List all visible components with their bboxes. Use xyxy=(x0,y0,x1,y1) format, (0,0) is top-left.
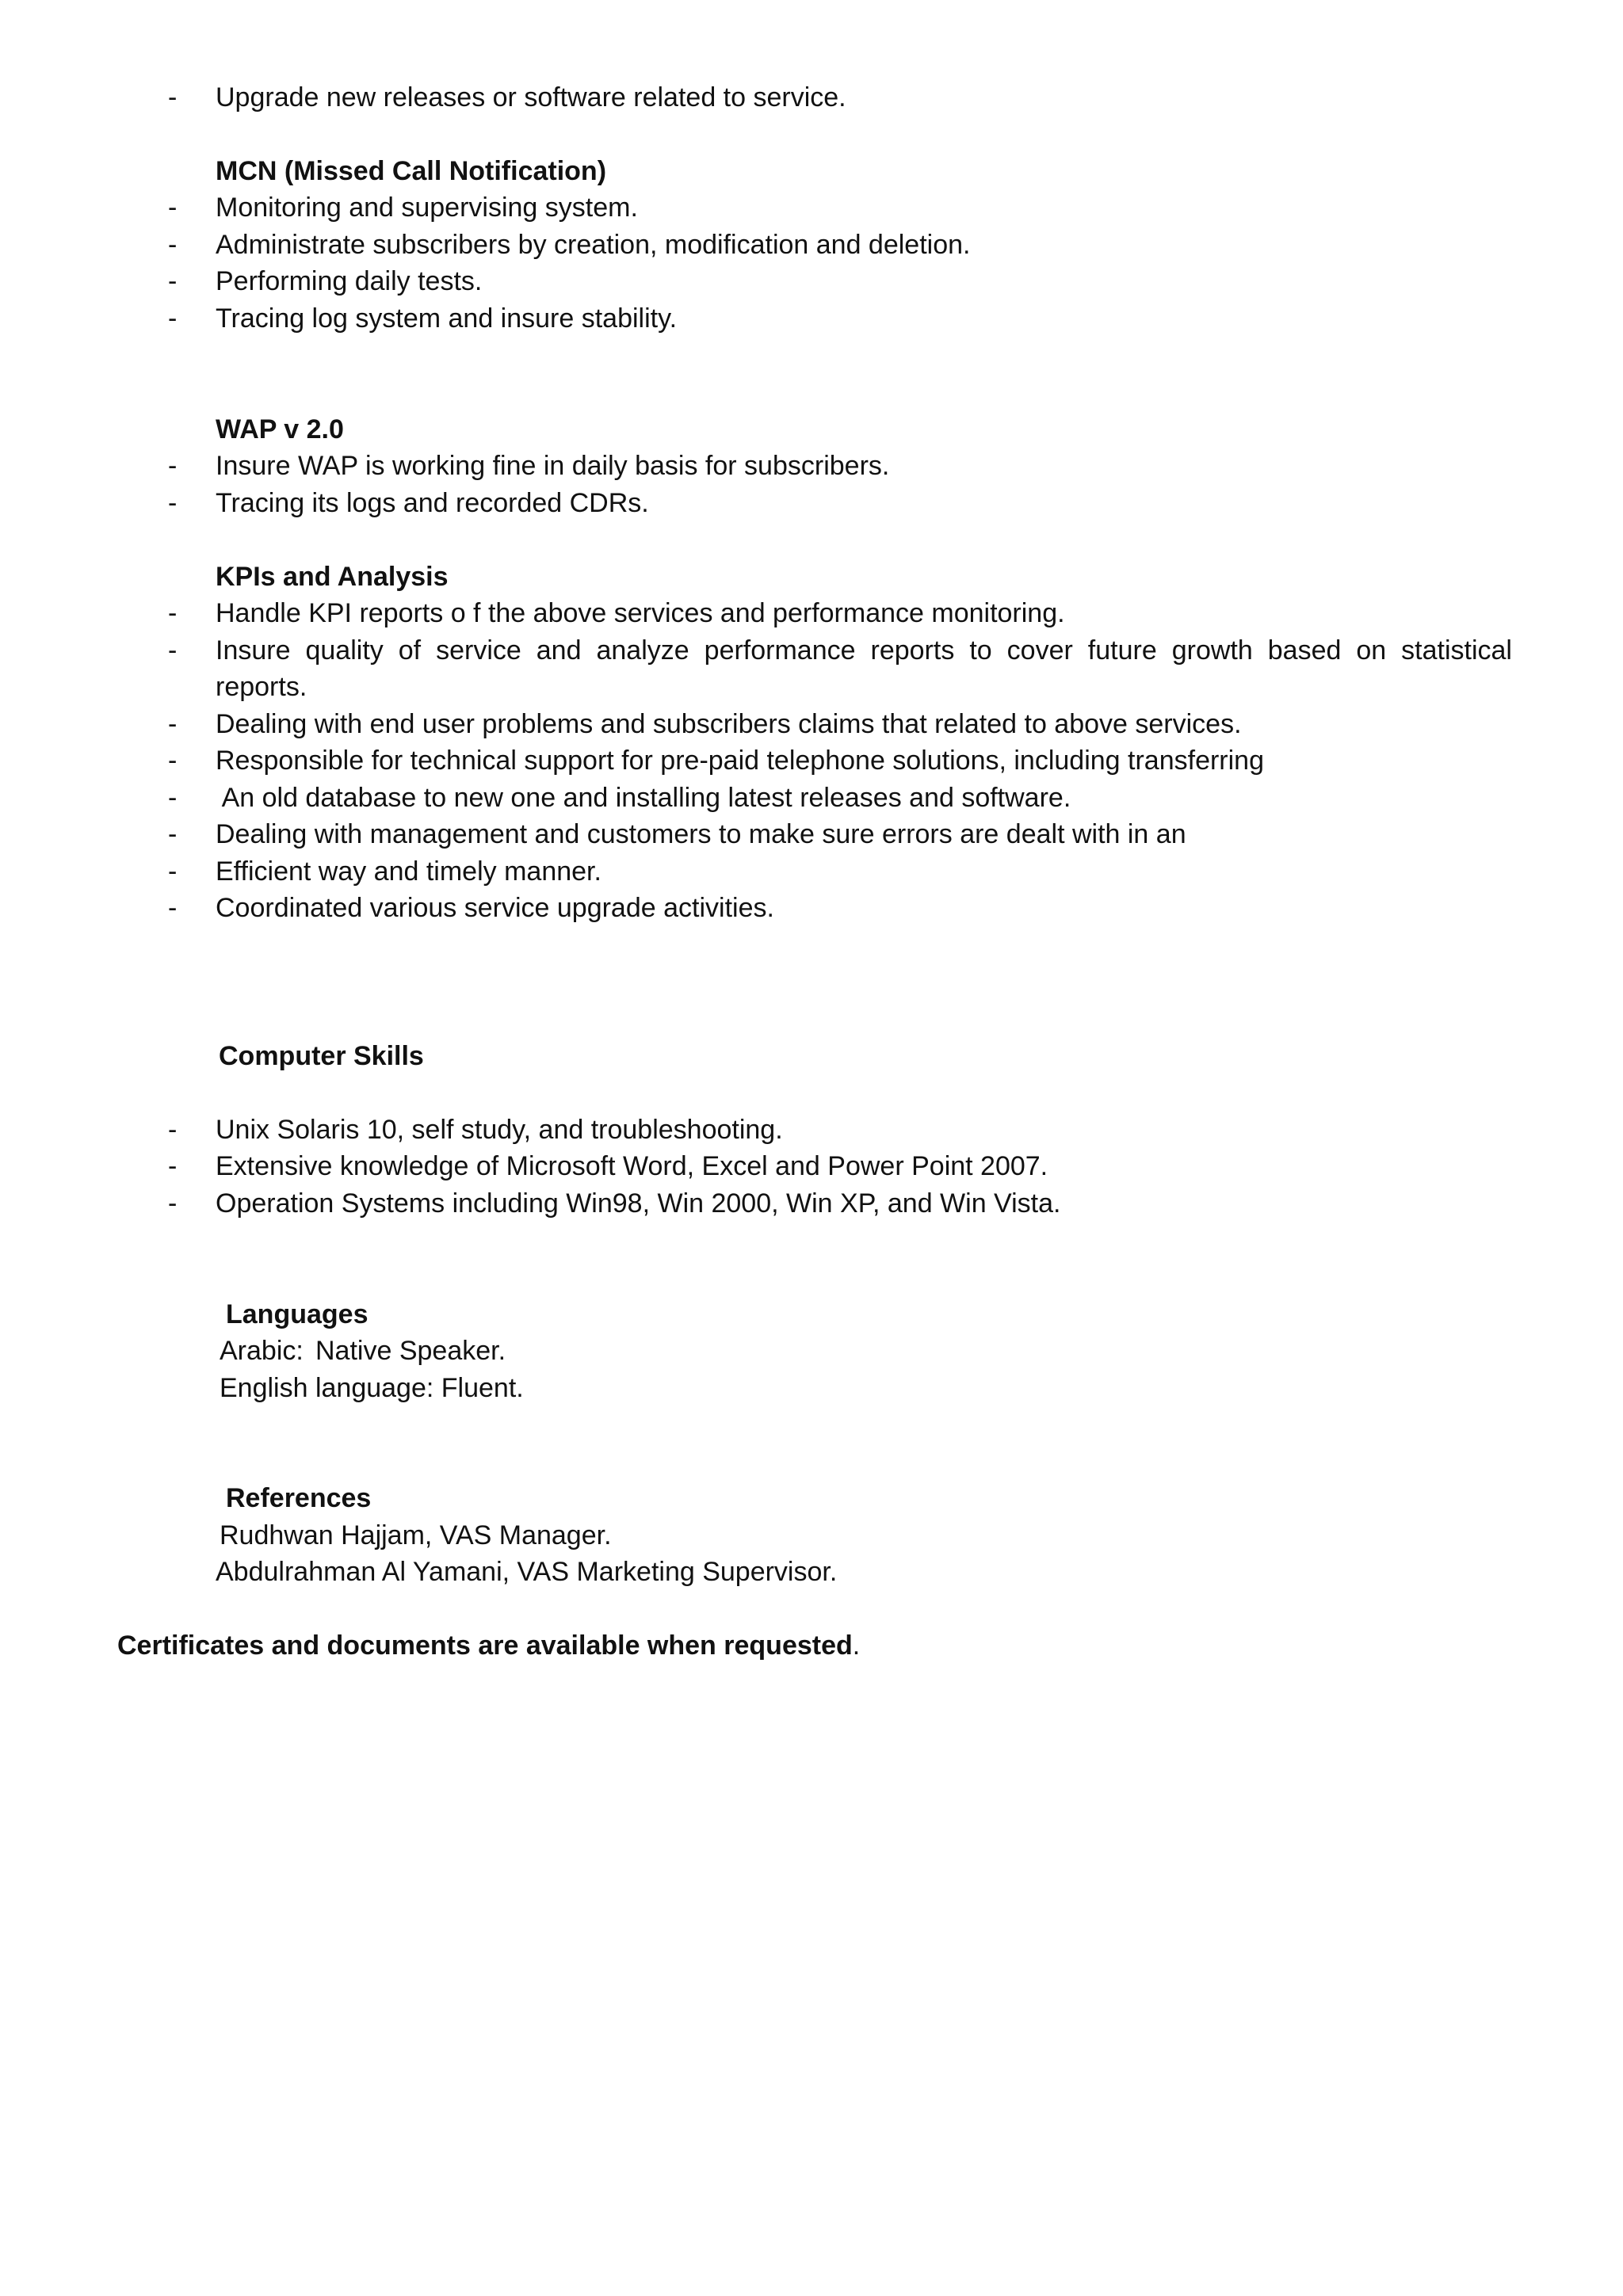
list-item: Tracing its logs and recorded CDRs. xyxy=(216,488,649,518)
bullet-dash: - xyxy=(168,709,178,739)
list-item: Coordinated various service upgrade activities. xyxy=(216,893,774,923)
list-item: Operation Systems including Win98, Win 2000, Win XP, and Win Vista. xyxy=(216,1188,1061,1219)
bullet-dash: - xyxy=(168,819,178,849)
section-heading-wap: WAP v 2.0 xyxy=(216,414,344,444)
list-item: Efficient way and timely manner. xyxy=(216,856,601,887)
bullet-dash: - xyxy=(168,783,178,813)
bullet-dash: - xyxy=(168,893,178,923)
certificates-note-period: . xyxy=(852,1630,861,1661)
section-heading-computer-skills: Computer Skills xyxy=(219,1041,424,1071)
bullet-dash: - xyxy=(168,303,178,334)
bullet-dash: - xyxy=(168,635,178,666)
list-item-justified: Insure quality of service and analyze performance reports to cover future growth based on statistical xyxy=(216,635,1512,666)
bullet-dash: - xyxy=(168,266,178,296)
bullet-dash: - xyxy=(168,193,178,223)
section-heading-mcn: MCN (Missed Call Notification) xyxy=(216,156,607,186)
bullet-dash: - xyxy=(168,451,178,481)
list-item: Responsible for technical support for pre-paid telephone solutions, including transferring xyxy=(216,746,1264,776)
list-item: An old database to new one and installing latest releases and software. xyxy=(216,783,1071,813)
bullet-dash: - xyxy=(168,82,178,113)
bullet-dash: - xyxy=(168,230,178,260)
bullet-dash: - xyxy=(168,488,178,518)
bullet-dash: - xyxy=(168,1115,178,1145)
bullet-dash: - xyxy=(168,598,178,628)
section-heading-kpi: KPIs and Analysis xyxy=(216,562,449,592)
list-item: Extensive knowledge of Microsoft Word, Excel and Power Point 2007. xyxy=(216,1151,1048,1181)
bullet-dash: - xyxy=(168,746,178,776)
bullet-dash: - xyxy=(168,1188,178,1219)
list-item: Dealing with end user problems and subscribers claims that related to above services. xyxy=(216,709,1242,739)
list-item: Tracing log system and insure stability. xyxy=(216,303,678,334)
list-item: Upgrade new releases or software related to service. xyxy=(216,82,846,113)
language-english: English language: Fluent. xyxy=(220,1373,524,1403)
language-arabic-label: Arabic: xyxy=(220,1336,304,1366)
bullet-dash: - xyxy=(168,856,178,887)
list-item: Insure WAP is working fine in daily basis for subscribers. xyxy=(216,451,890,481)
reference-item: Rudhwan Hajjam, VAS Manager. xyxy=(220,1520,612,1550)
list-item-continuation: reports. xyxy=(216,672,307,702)
section-heading-languages: Languages xyxy=(226,1299,369,1329)
reference-item: Abdulrahman Al Yamani, VAS Marketing Supervisor. xyxy=(216,1557,838,1587)
bullet-dash: - xyxy=(168,1151,178,1181)
list-item: Monitoring and supervising system. xyxy=(216,193,638,223)
list-item: Performing daily tests. xyxy=(216,266,483,296)
list-item: Unix Solaris 10, self study, and troubleshooting. xyxy=(216,1115,783,1145)
section-heading-references: References xyxy=(226,1483,372,1513)
language-arabic-value: Native Speaker. xyxy=(315,1336,506,1366)
certificates-note-bold: Certificates and documents are available when requested xyxy=(117,1630,853,1661)
certificates-note xyxy=(117,1627,860,1664)
list-item: Handle KPI reports o f the above services and performance monitoring. xyxy=(216,598,1065,628)
list-item: Dealing with management and customers to make sure errors are dealt with in an xyxy=(216,819,1186,849)
list-item: Administrate subscribers by creation, modification and deletion. xyxy=(216,230,971,260)
